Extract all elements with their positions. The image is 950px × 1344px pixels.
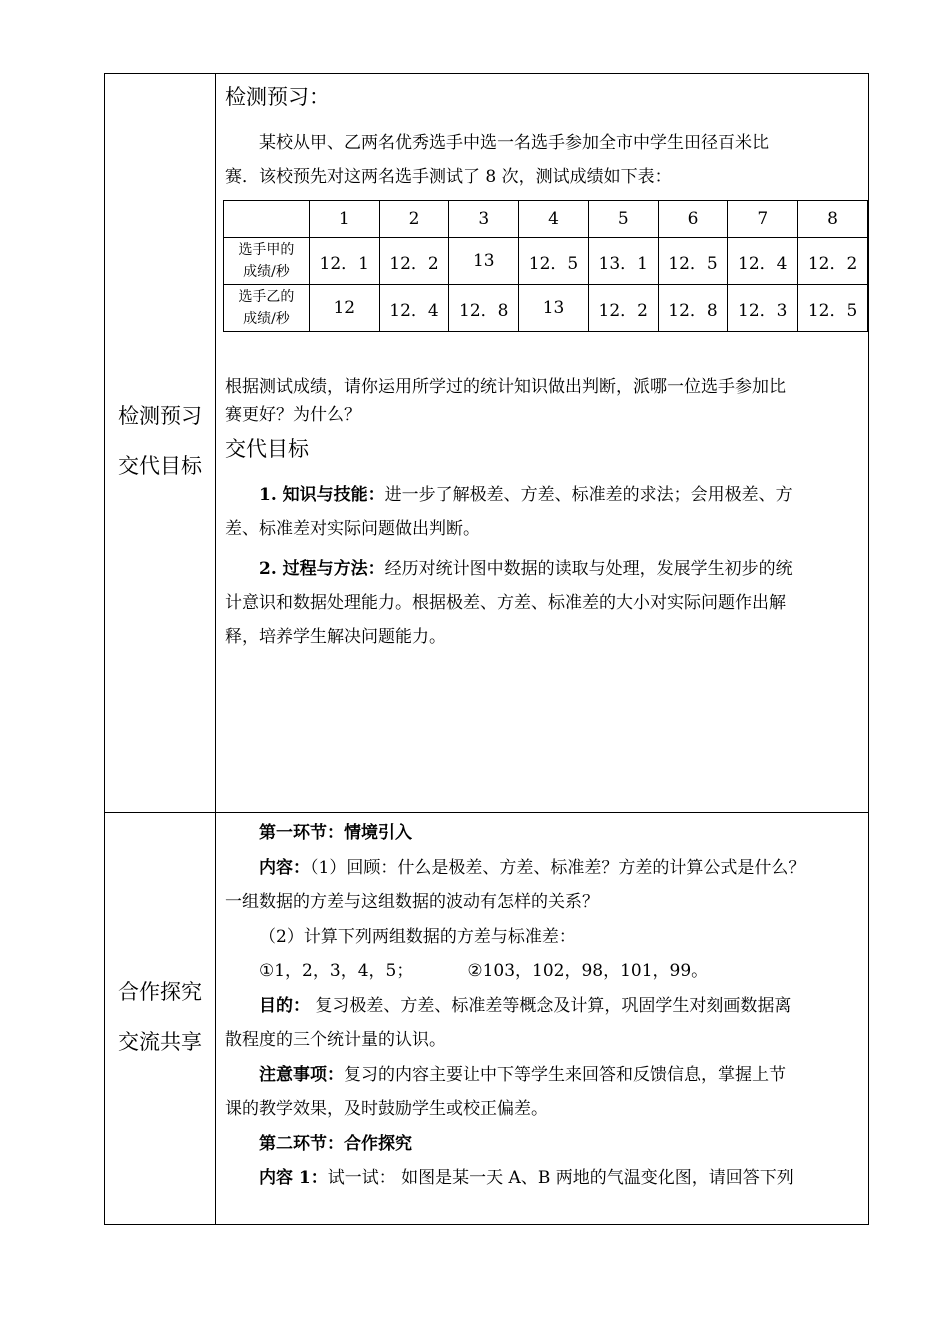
table-cell: 12．4 <box>379 285 449 332</box>
intro-line-1: 某校从甲、乙两名优秀选手中选一名选手参加全市中学生田径百米比 <box>259 133 769 153</box>
purpose-para <box>225 989 858 1024</box>
row-label-line: 成绩/秒 <box>243 264 290 280</box>
goal-2-text: 经历对统计图中数据的读取与处理，发展学生初步的统 <box>384 559 793 579</box>
goal-2-text-end: 释，培养学生解决问题能力。 <box>225 627 446 647</box>
label-cooperate: 合作探究 <box>118 980 202 1004</box>
table-row <box>224 285 868 332</box>
data-set-2: ②103，102，98，101，99。 <box>467 961 709 981</box>
goal-2 <box>225 552 858 586</box>
content-task-2: （2）计算下列两组数据的方差与标准差： <box>259 926 576 947</box>
table-cell: 12 <box>309 285 379 332</box>
score-table <box>223 200 868 332</box>
table-cell: 7 <box>728 201 798 238</box>
label-goals: 交代目标 <box>118 454 202 478</box>
table-cell: 12．3 <box>728 285 798 332</box>
label-share: 交流共享 <box>118 1030 202 1054</box>
table-cell: 12．4 <box>728 238 798 285</box>
purpose-text-cont: 散程度的三个统计量的认识。 <box>225 1030 446 1050</box>
bottom-content <box>225 816 858 1196</box>
row-label-yi <box>224 285 310 332</box>
part2-title-text: 第二环节：合作探究 <box>259 1133 412 1154</box>
notes-label: 注意事项： <box>259 1064 344 1085</box>
preview-heading: 检测预习： <box>225 85 330 109</box>
table-cell: 8 <box>798 201 868 238</box>
content-text-cont: 一组数据的方差与这组数据的波动有怎样的关系？ <box>225 892 599 912</box>
table-cell: 1 <box>309 201 379 238</box>
table-cell: 12．2 <box>798 238 868 285</box>
goals-heading-block <box>225 432 858 466</box>
table-cell: 12．5 <box>798 285 868 332</box>
row-label-line: 选手甲的 <box>238 242 295 258</box>
purpose-text: 复习极差、方差、标准差等概念及计算，巩固学生对刻画数据离 <box>310 995 792 1016</box>
table-header-row <box>224 201 868 238</box>
table-cell: 12．5 <box>519 238 589 285</box>
table-cell: 3 <box>449 201 519 238</box>
notes-para <box>225 1058 858 1093</box>
row-label-jia <box>224 238 310 285</box>
goals-block <box>225 478 858 654</box>
notes-text-cont: 课的教学效果，及时鼓励学生或校正偏差。 <box>225 1099 548 1119</box>
table-cell: 13．1 <box>588 238 658 285</box>
content1-label: 内容 1： <box>259 1168 328 1188</box>
lesson-plan-table <box>104 73 869 1225</box>
table-cell: 12．8 <box>449 285 519 332</box>
purpose-label: 目的： <box>259 995 310 1016</box>
row-label-line: 选手乙的 <box>238 289 295 305</box>
part1-title <box>225 816 858 851</box>
data-sets <box>225 954 858 989</box>
table-cell: 12．5 <box>658 238 728 285</box>
goal-1-text: 进一步了解极差、方差、标准差的求法；会用极差、方 <box>384 485 793 505</box>
part1-title-text: 第一环节：情境引入 <box>259 823 412 843</box>
table-cell <box>224 201 310 238</box>
goal-2-title: 2. 过程与方法： <box>259 559 385 579</box>
goal-1 <box>225 478 858 512</box>
part2-title <box>225 1127 858 1162</box>
content1-para <box>225 1161 858 1196</box>
table-cell: 12．2 <box>379 238 449 285</box>
label-preview: 检测预习 <box>118 404 202 428</box>
table-cell: 6 <box>658 201 728 238</box>
table-cell: 2 <box>379 201 449 238</box>
goal-2-text-cont: 计意识和数据处理能力。根据极差、方差、标准差的大小对实际问题作出解 <box>225 593 786 613</box>
intro-line-2: 赛．该校预先对这两名选手测试了 8 次，测试成绩如下表： <box>225 167 672 187</box>
table-cell: 13 <box>449 238 519 285</box>
notes-text: 复习的内容主要让中下等学生来回答和反馈信息，掌握上节 <box>344 1064 786 1085</box>
table-cell: 4 <box>519 201 589 238</box>
row-label-line: 成绩/秒 <box>243 311 290 327</box>
table-row <box>224 238 868 285</box>
table-cell: 12．8 <box>658 285 728 332</box>
goal-1-title: 1. 知识与技能： <box>259 485 385 505</box>
content-label: 内容： <box>259 857 310 878</box>
goals-heading: 交代目标 <box>225 437 309 461</box>
goal-1-text-cont: 差、标准差对实际问题做出判断。 <box>225 519 480 539</box>
content1-text: 试一试： 如图是某一天 A、B 两地的气温变化图，请回答下列 <box>327 1168 794 1188</box>
table-cell: 12．2 <box>588 285 658 332</box>
table-cell: 12．1 <box>309 238 379 285</box>
table-cell: 5 <box>588 201 658 238</box>
data-set-1: ①1，2，3，4，5； <box>259 961 414 981</box>
question-line-2: 赛更好？为什么？ <box>225 405 361 425</box>
content-text: （1）回顾：什么是极差、方差、标准差？方差的计算公式是什么？ <box>310 857 806 878</box>
table-cell: 13 <box>519 285 589 332</box>
question-line-1: 根据测试成绩，请你运用所学过的统计知识做出判断，派哪一位选手参加比 <box>225 377 786 397</box>
question-block <box>225 373 858 429</box>
content-para <box>225 851 858 886</box>
